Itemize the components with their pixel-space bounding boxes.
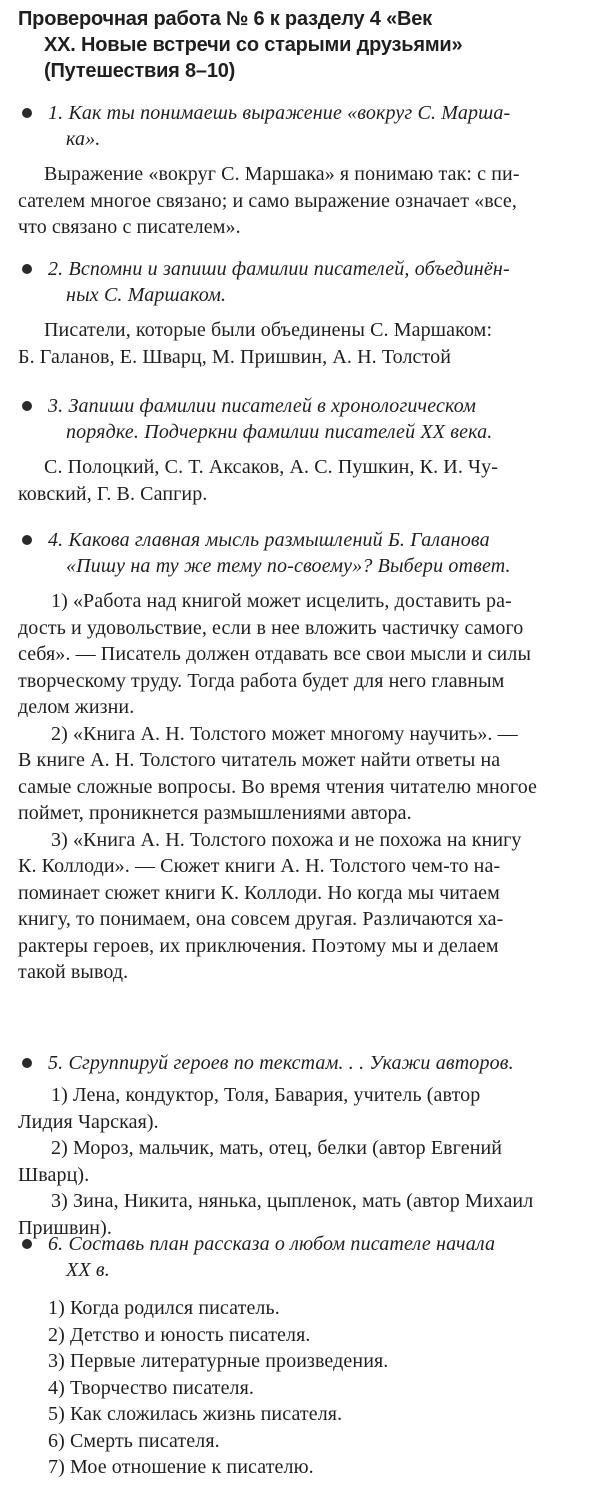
title-line: Проверочная работа № 6 к разделу 4 «Век: [18, 8, 432, 30]
answer-line: Б. Галанов, Е. Шварц, М. Пришвин, А. Н. Толстой: [18, 345, 452, 368]
question-line: 6. Составь план рассказа о любом писателе начала: [48, 1233, 496, 1255]
bullet-icon: [22, 535, 32, 545]
answer-text: [18, 588, 600, 986]
answer-text: [18, 1082, 600, 1241]
question-line: 1. Как ты понимаешь выражение «вокруг С. Марша-: [48, 102, 511, 124]
answer-line: ковский, Г. В. Сапгир.: [18, 482, 208, 505]
question-prompt: [18, 393, 600, 445]
answer-line: В книге А. Н. Толстого читатель может найти ответы на: [18, 749, 501, 771]
answer-line: 2) Мороз, мальчик, мать, отец, белки (автор Евгений: [51, 1137, 503, 1159]
answer-line: 3) «Книга А. Н. Толстого похожа и не похожа на книгу: [51, 828, 522, 851]
bullet-icon: [22, 401, 32, 411]
question-6: [18, 1231, 600, 1481]
bullet-icon: [22, 264, 32, 274]
question-prompt: [18, 1050, 600, 1076]
plan-item: 3) Первые литературные произведения.: [48, 1350, 389, 1372]
question-line: 5. Сгруппируй героев по текстам. . . Укажи авторов.: [48, 1052, 514, 1074]
answer-line: рактеры героев, их приключения. Поэтому мы и делаем: [18, 934, 499, 957]
bullet-icon: [22, 1058, 32, 1068]
plan-item: 7) Мое отношение к писателю.: [48, 1456, 314, 1478]
question-line: «Пишу на ту же тему по-своему»? Выбери ответ.: [66, 555, 511, 577]
answer-line: поминает сюжет книги К. Коллоди. Но когда мы читаем: [18, 881, 500, 904]
answer-line: 2) «Книга А. Н. Толстого может многому научить». —: [51, 722, 518, 745]
answer-line: 1) «Работа над книгой может исцелить, доставить ра-: [51, 590, 512, 612]
answer-line: творческому труду. Тогда работа будет для него главным: [18, 669, 505, 692]
page-title: [18, 6, 598, 84]
answer-line: Лидия Чарская).: [18, 1110, 159, 1133]
answer-line: дость и удовольствие, если в нее вложить частичку самого: [18, 616, 524, 639]
answer-line: Выражение «вокруг С. Маршака» я понимаю так: с пи-: [44, 163, 520, 185]
answer-line: книгу, то понимаем, она совсем другая. Различаются ха-: [18, 908, 504, 930]
bullet-icon: [22, 1239, 32, 1249]
answer-plan-list: [18, 1295, 600, 1481]
question-line: XX в.: [66, 1259, 110, 1281]
plan-item: 4) Творчество писателя.: [48, 1376, 255, 1399]
question-prompt: [18, 100, 600, 152]
question-line: ка».: [66, 128, 101, 150]
question-line: ных С. Маршаком.: [66, 284, 227, 306]
question-3: [18, 393, 600, 507]
question-prompt: [18, 256, 600, 308]
question-prompt: [18, 1231, 600, 1283]
answer-line: делом жизни.: [18, 696, 135, 718]
title-line: (Путешествия 8–10): [44, 60, 236, 82]
answer-line: самые сложные вопросы. Во время чтения читателю многое: [18, 775, 538, 798]
question-5: [18, 1050, 600, 1241]
answer-line: К. Коллоди». — Сюжет книги А. Н. Толстого чем-то на-: [18, 855, 501, 877]
answer-line: что связано с писателем».: [18, 216, 241, 238]
plan-item: 2) Детство и юность писателя.: [48, 1323, 311, 1346]
answer-line: сателем многое связано; и само выражение означает «все,: [18, 189, 517, 212]
question-1: [18, 100, 600, 241]
plan-item: 1) Когда родился писатель.: [48, 1297, 280, 1319]
plan-item: 6) Смерть писателя.: [48, 1429, 220, 1452]
answer-line: поймет, проникнется размышлениями автора.: [18, 802, 412, 824]
question-line: 2. Вспомни и запиши фамилии писателей, объединён-: [48, 258, 510, 280]
answer-text: [18, 161, 600, 241]
question-prompt: [18, 527, 600, 579]
answer-line: 3) Зина, Никита, нянька, цыпленок, мать (автор Михаил: [51, 1190, 534, 1212]
question-line: 4. Какова главная мысль размышлений Б. Галанова: [48, 529, 490, 551]
question-4: [18, 527, 600, 986]
answer-text: [18, 454, 600, 507]
answer-line: Пришвин).: [18, 1216, 112, 1239]
answer-line: себя». — Писатель должен отдавать все свои мысли и силы: [18, 643, 531, 665]
plan-item: 5) Как сложилась жизнь писателя.: [48, 1403, 343, 1425]
answer-line: Писатели, которые были объединены С. Маршаком:: [44, 319, 493, 341]
answer-line: такой вывод.: [18, 961, 129, 983]
answer-text: [18, 317, 600, 370]
question-line: порядке. Подчеркни фамилии писателей XX века.: [66, 421, 493, 443]
answer-line: Шварц).: [18, 1163, 90, 1186]
answer-line: 1) Лена, кондуктор, Толя, Бавария, учитель (автор: [51, 1084, 481, 1106]
question-line: 3. Запиши фамилии писателей в хронологическом: [48, 395, 477, 417]
title-line: XX. Новые встречи со старыми друзьями»: [44, 34, 463, 56]
question-2: [18, 256, 600, 370]
answer-line: С. Полоцкий, С. Т. Аксаков, А. С. Пушкин, К. И. Чу-: [44, 456, 498, 478]
bullet-icon: [22, 108, 32, 118]
